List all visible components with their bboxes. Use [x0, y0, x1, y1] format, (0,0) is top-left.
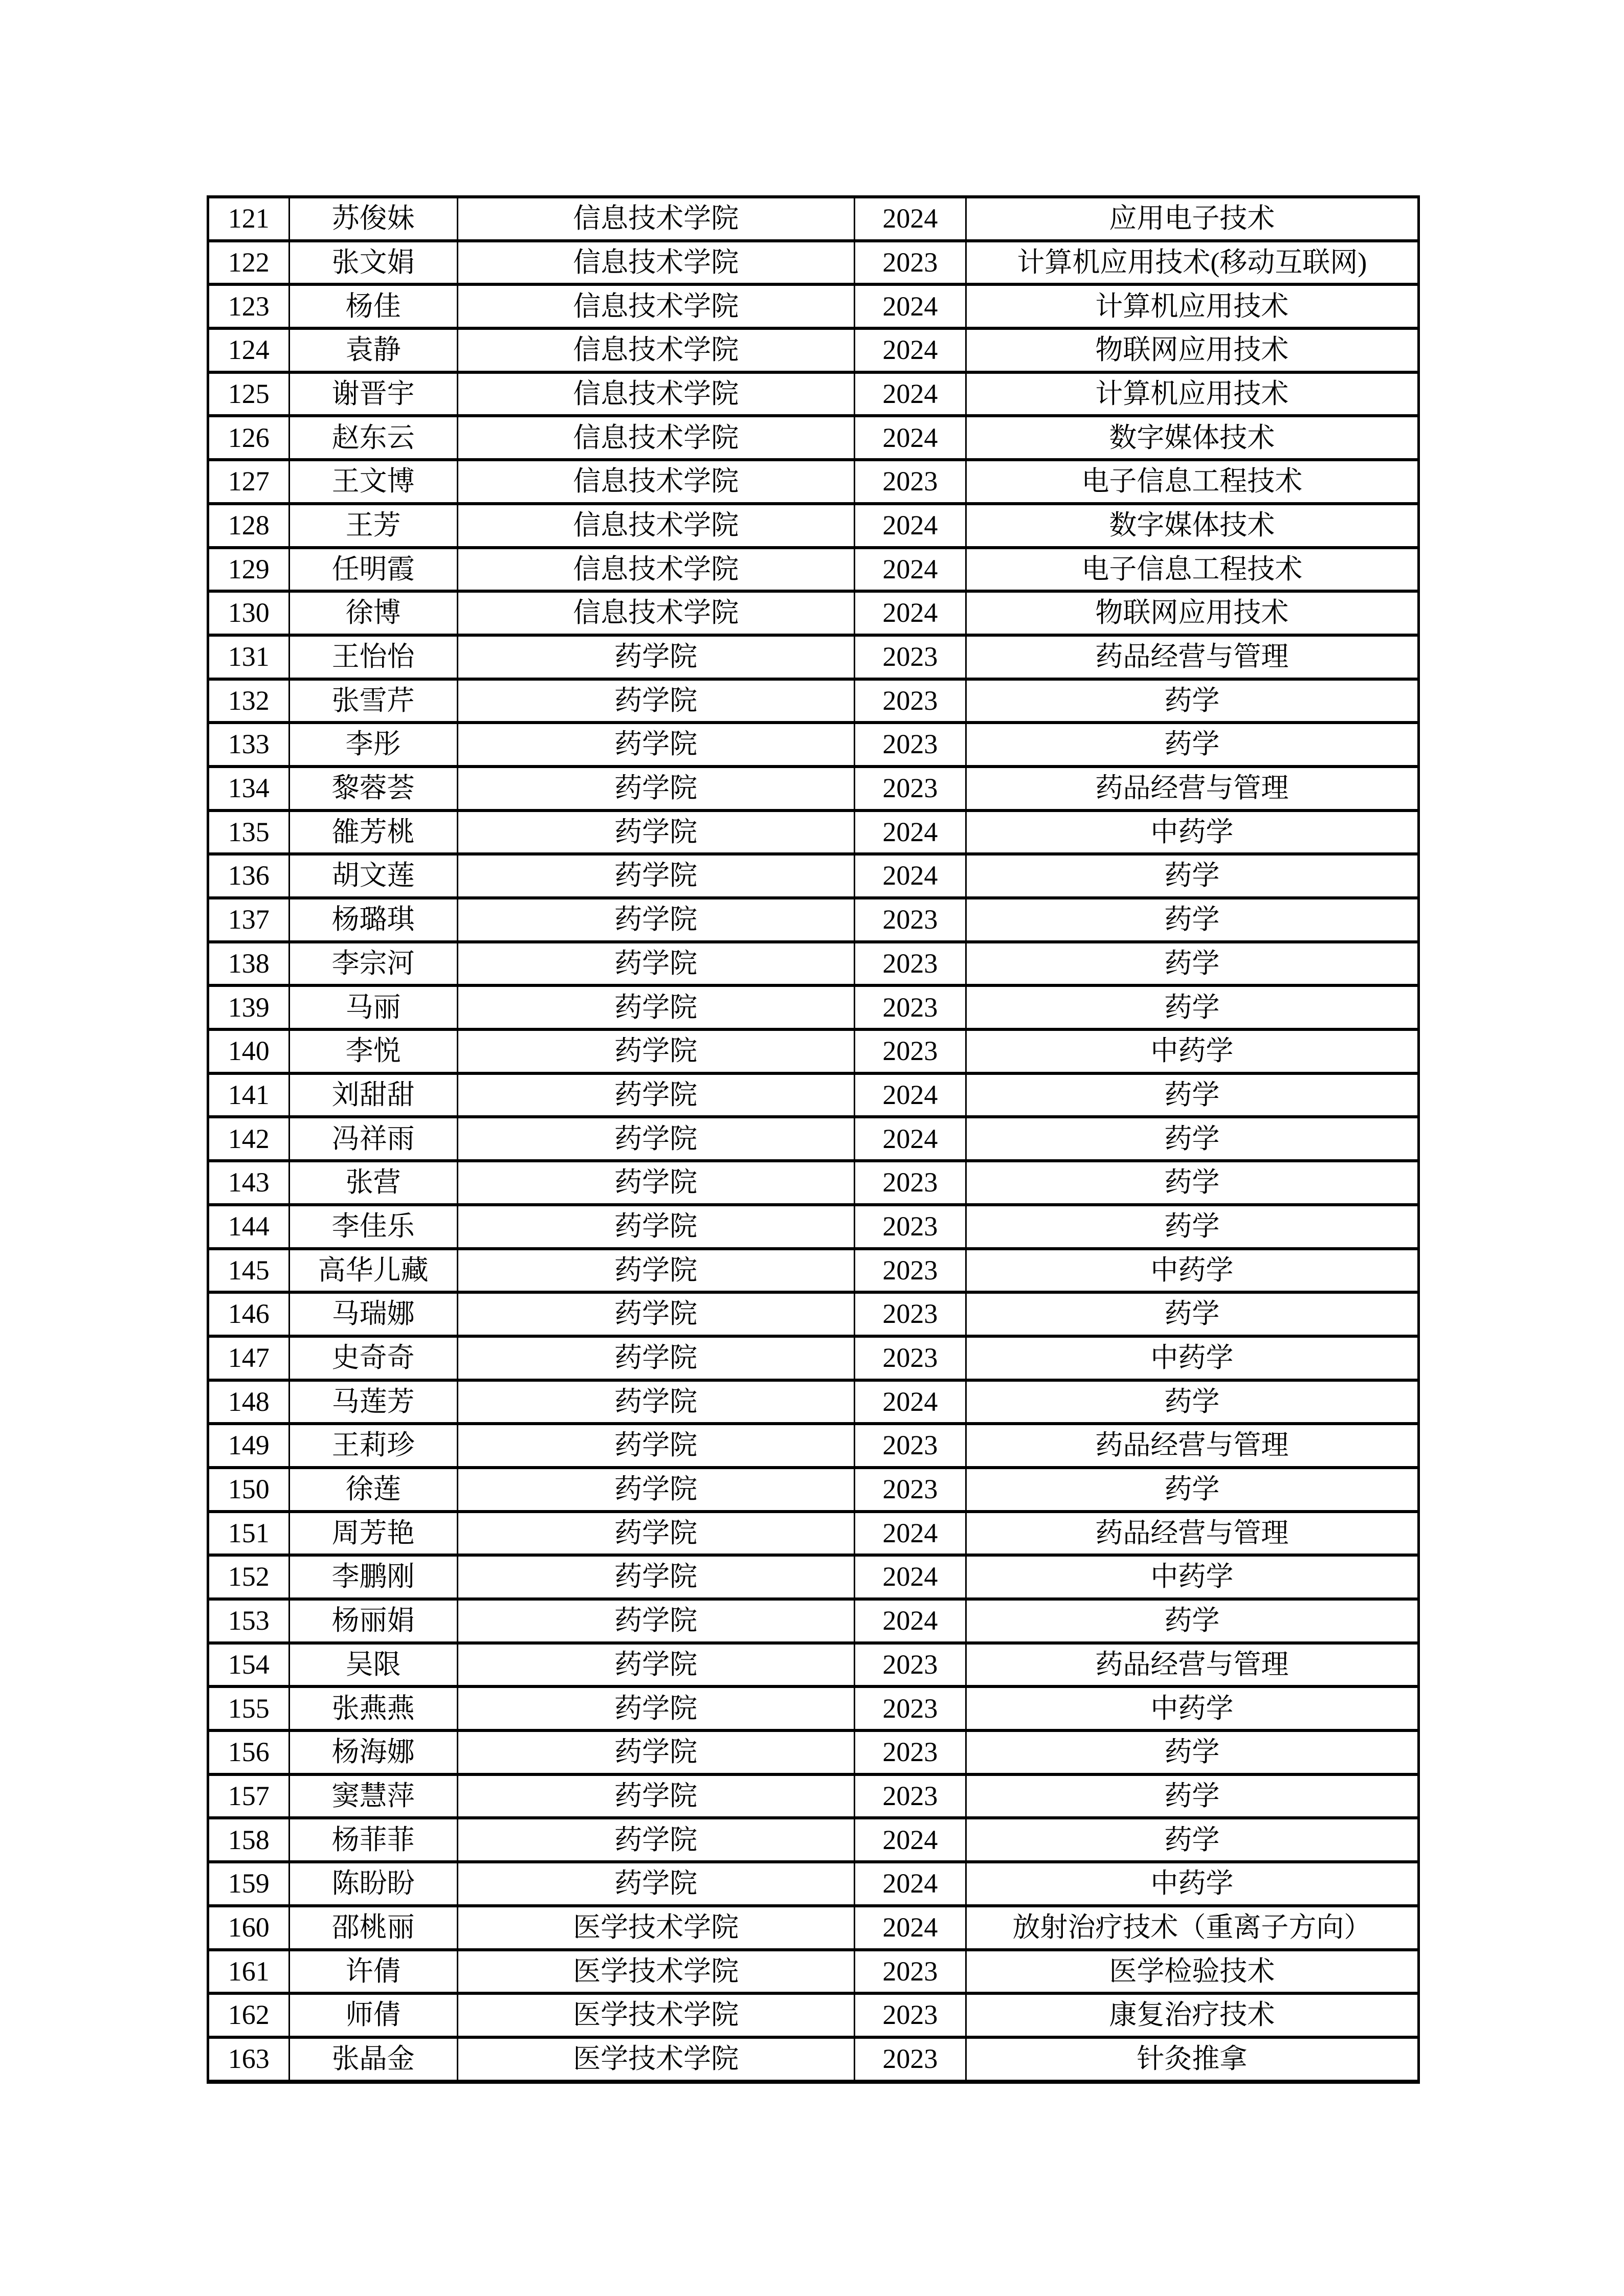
cell-grade: 2023	[854, 1730, 966, 1774]
cell-index: 159	[208, 1862, 290, 1906]
cell-index: 144	[208, 1205, 290, 1249]
cell-college: 医学技术学院	[457, 1993, 854, 2037]
cell-index: 157	[208, 1774, 290, 1818]
cell-grade: 2024	[854, 854, 966, 898]
cell-college: 药学院	[457, 985, 854, 1029]
cell-major: 中药学	[966, 1249, 1418, 1293]
cell-major: 医学检验技术	[966, 1950, 1418, 1994]
cell-grade: 2023	[854, 1249, 966, 1293]
table-row	[208, 985, 1419, 1029]
table-row	[208, 1336, 1419, 1380]
cell-grade: 2023	[854, 942, 966, 986]
cell-name: 李鹏刚	[289, 1555, 457, 1599]
cell-college: 信息技术学院	[457, 504, 854, 548]
cell-college: 信息技术学院	[457, 416, 854, 460]
cell-grade: 2024	[854, 1862, 966, 1906]
cell-grade: 2023	[854, 1643, 966, 1687]
table-row	[208, 1906, 1419, 1950]
table-row	[208, 197, 1419, 241]
cell-major: 数字媒体技术	[966, 416, 1418, 460]
cell-major: 药品经营与管理	[966, 1512, 1418, 1556]
cell-name: 周芳艳	[289, 1512, 457, 1556]
cell-college: 信息技术学院	[457, 328, 854, 372]
cell-grade: 2024	[854, 1555, 966, 1599]
cell-grade: 2023	[854, 723, 966, 767]
cell-grade: 2023	[854, 1336, 966, 1380]
cell-grade: 2024	[854, 1818, 966, 1862]
cell-index: 140	[208, 1029, 290, 1073]
cell-index: 134	[208, 767, 290, 811]
cell-index: 150	[208, 1468, 290, 1512]
cell-college: 医学技术学院	[457, 1906, 854, 1950]
cell-name: 杨丽娟	[289, 1599, 457, 1643]
table-row	[208, 1950, 1419, 1994]
cell-major: 药学	[966, 1380, 1418, 1424]
cell-grade: 2023	[854, 460, 966, 504]
cell-name: 张营	[289, 1161, 457, 1205]
cell-major: 中药学	[966, 811, 1418, 854]
cell-major: 计算机应用技术(移动互联网)	[966, 241, 1418, 285]
cell-college: 药学院	[457, 1818, 854, 1862]
cell-index: 128	[208, 504, 290, 548]
table-row	[208, 723, 1419, 767]
table-row	[208, 591, 1419, 635]
cell-college: 药学院	[457, 1117, 854, 1161]
cell-grade: 2023	[854, 1950, 966, 1994]
cell-index: 124	[208, 328, 290, 372]
cell-name: 李佳乐	[289, 1205, 457, 1249]
cell-college: 药学院	[457, 1249, 854, 1293]
cell-grade: 2024	[854, 1906, 966, 1950]
cell-name: 马丽	[289, 985, 457, 1029]
cell-grade: 2023	[854, 1292, 966, 1336]
cell-college: 药学院	[457, 1730, 854, 1774]
cell-index: 143	[208, 1161, 290, 1205]
table-row	[208, 460, 1419, 504]
cell-college: 药学院	[457, 1029, 854, 1073]
cell-grade: 2024	[854, 548, 966, 592]
table-row	[208, 1555, 1419, 1599]
cell-name: 窦慧萍	[289, 1774, 457, 1818]
cell-index: 162	[208, 1993, 290, 2037]
cell-major: 药学	[966, 679, 1418, 723]
cell-college: 信息技术学院	[457, 241, 854, 285]
cell-major: 药学	[966, 723, 1418, 767]
table-row	[208, 1468, 1419, 1512]
cell-grade: 2024	[854, 1117, 966, 1161]
table-row	[208, 548, 1419, 592]
cell-name: 冯祥雨	[289, 1117, 457, 1161]
cell-college: 信息技术学院	[457, 591, 854, 635]
student-roster-body	[208, 197, 1419, 2082]
cell-grade: 2024	[854, 1599, 966, 1643]
cell-index: 138	[208, 942, 290, 986]
cell-grade: 2024	[854, 1380, 966, 1424]
cell-index: 142	[208, 1117, 290, 1161]
cell-name: 袁静	[289, 328, 457, 372]
student-roster-table	[207, 195, 1420, 2084]
cell-college: 药学院	[457, 1336, 854, 1380]
cell-name: 马莲芳	[289, 1380, 457, 1424]
cell-college: 药学院	[457, 1774, 854, 1818]
cell-name: 黎蓉荟	[289, 767, 457, 811]
cell-college: 药学院	[457, 1468, 854, 1512]
cell-name: 杨佳	[289, 284, 457, 328]
cell-index: 123	[208, 284, 290, 328]
table-row	[208, 1117, 1419, 1161]
cell-name: 徐博	[289, 591, 457, 635]
cell-major: 药学	[966, 898, 1418, 942]
cell-major: 电子信息工程技术	[966, 548, 1418, 592]
cell-grade: 2024	[854, 591, 966, 635]
table-row	[208, 854, 1419, 898]
table-row	[208, 1205, 1419, 1249]
cell-index: 155	[208, 1686, 290, 1730]
table-row	[208, 1686, 1419, 1730]
cell-index: 153	[208, 1599, 290, 1643]
cell-index: 163	[208, 2037, 290, 2082]
cell-major: 药学	[966, 1205, 1418, 1249]
cell-major: 药学	[966, 1730, 1418, 1774]
cell-name: 苏俊妹	[289, 197, 457, 241]
cell-name: 邵桃丽	[289, 1906, 457, 1950]
cell-major: 药学	[966, 1818, 1418, 1862]
table-row	[208, 504, 1419, 548]
cell-name: 高华儿藏	[289, 1249, 457, 1293]
cell-grade: 2024	[854, 504, 966, 548]
cell-college: 医学技术学院	[457, 2037, 854, 2082]
cell-grade: 2023	[854, 767, 966, 811]
cell-index: 129	[208, 548, 290, 592]
cell-college: 药学院	[457, 1686, 854, 1730]
cell-college: 信息技术学院	[457, 284, 854, 328]
cell-index: 156	[208, 1730, 290, 1774]
cell-major: 计算机应用技术	[966, 372, 1418, 416]
cell-grade: 2023	[854, 1161, 966, 1205]
table-row	[208, 811, 1419, 854]
cell-major: 药学	[966, 985, 1418, 1029]
cell-name: 李悦	[289, 1029, 457, 1073]
cell-college: 药学院	[457, 1862, 854, 1906]
cell-college: 药学院	[457, 679, 854, 723]
table-row	[208, 1643, 1419, 1687]
cell-name: 师倩	[289, 1993, 457, 2037]
table-row	[208, 328, 1419, 372]
table-row	[208, 942, 1419, 986]
cell-name: 王文博	[289, 460, 457, 504]
cell-name: 李彤	[289, 723, 457, 767]
cell-college: 药学院	[457, 1073, 854, 1117]
cell-grade: 2024	[854, 284, 966, 328]
cell-college: 药学院	[457, 635, 854, 679]
cell-major: 中药学	[966, 1862, 1418, 1906]
cell-major: 中药学	[966, 1336, 1418, 1380]
table-row	[208, 1424, 1419, 1468]
cell-major: 针灸推拿	[966, 2037, 1418, 2082]
cell-major: 药学	[966, 854, 1418, 898]
table-row	[208, 635, 1419, 679]
cell-major: 药品经营与管理	[966, 767, 1418, 811]
table-row	[208, 898, 1419, 942]
table-row	[208, 1599, 1419, 1643]
cell-grade: 2023	[854, 1468, 966, 1512]
cell-index: 135	[208, 811, 290, 854]
cell-index: 151	[208, 1512, 290, 1556]
cell-major: 药学	[966, 1161, 1418, 1205]
cell-grade: 2024	[854, 1512, 966, 1556]
cell-major: 药学	[966, 942, 1418, 986]
table-row	[208, 284, 1419, 328]
cell-index: 148	[208, 1380, 290, 1424]
cell-college: 药学院	[457, 1292, 854, 1336]
cell-major: 药学	[966, 1292, 1418, 1336]
cell-major: 放射治疗技术（重离子方向）	[966, 1906, 1418, 1950]
cell-index: 122	[208, 241, 290, 285]
cell-grade: 2023	[854, 1205, 966, 1249]
cell-college: 药学院	[457, 1205, 854, 1249]
cell-grade: 2023	[854, 679, 966, 723]
cell-college: 药学院	[457, 942, 854, 986]
cell-grade: 2023	[854, 2037, 966, 2082]
table-row	[208, 416, 1419, 460]
cell-name: 任明霞	[289, 548, 457, 592]
cell-college: 药学院	[457, 811, 854, 854]
cell-college: 信息技术学院	[457, 460, 854, 504]
cell-index: 154	[208, 1643, 290, 1687]
cell-major: 药品经营与管理	[966, 635, 1418, 679]
cell-major: 中药学	[966, 1555, 1418, 1599]
cell-index: 133	[208, 723, 290, 767]
cell-name: 张雪芹	[289, 679, 457, 723]
cell-index: 147	[208, 1336, 290, 1380]
cell-major: 药学	[966, 1073, 1418, 1117]
cell-college: 药学院	[457, 1599, 854, 1643]
cell-name: 王莉珍	[289, 1424, 457, 1468]
cell-major: 物联网应用技术	[966, 328, 1418, 372]
cell-major: 药学	[966, 1468, 1418, 1512]
cell-grade: 2024	[854, 328, 966, 372]
cell-grade: 2023	[854, 635, 966, 679]
cell-major: 电子信息工程技术	[966, 460, 1418, 504]
cell-college: 药学院	[457, 854, 854, 898]
table-row	[208, 1730, 1419, 1774]
table-row	[208, 1774, 1419, 1818]
cell-index: 160	[208, 1906, 290, 1950]
cell-name: 李宗河	[289, 942, 457, 986]
cell-college: 医学技术学院	[457, 1950, 854, 1994]
table-row	[208, 1380, 1419, 1424]
cell-index: 161	[208, 1950, 290, 1994]
table-row	[208, 679, 1419, 723]
cell-grade: 2024	[854, 811, 966, 854]
cell-name: 杨璐琪	[289, 898, 457, 942]
cell-major: 中药学	[966, 1686, 1418, 1730]
cell-index: 158	[208, 1818, 290, 1862]
cell-college: 药学院	[457, 1555, 854, 1599]
cell-grade: 2023	[854, 1029, 966, 1073]
cell-major: 药品经营与管理	[966, 1424, 1418, 1468]
cell-index: 139	[208, 985, 290, 1029]
cell-grade: 2023	[854, 985, 966, 1029]
cell-name: 王怡怡	[289, 635, 457, 679]
cell-college: 信息技术学院	[457, 372, 854, 416]
cell-name: 许倩	[289, 1950, 457, 1994]
cell-college: 药学院	[457, 1512, 854, 1556]
cell-major: 计算机应用技术	[966, 284, 1418, 328]
cell-name: 王芳	[289, 504, 457, 548]
table-row	[208, 767, 1419, 811]
cell-college: 药学院	[457, 767, 854, 811]
cell-index: 137	[208, 898, 290, 942]
cell-college: 药学院	[457, 1380, 854, 1424]
cell-name: 谢晋宇	[289, 372, 457, 416]
cell-index: 145	[208, 1249, 290, 1293]
cell-grade: 2024	[854, 1073, 966, 1117]
cell-major: 药学	[966, 1599, 1418, 1643]
cell-name: 史奇奇	[289, 1336, 457, 1380]
cell-index: 125	[208, 372, 290, 416]
cell-index: 130	[208, 591, 290, 635]
cell-major: 中药学	[966, 1029, 1418, 1073]
table-row	[208, 1073, 1419, 1117]
cell-college: 药学院	[457, 1643, 854, 1687]
cell-index: 146	[208, 1292, 290, 1336]
table-row	[208, 1161, 1419, 1205]
table-row	[208, 1249, 1419, 1293]
cell-grade: 2023	[854, 898, 966, 942]
cell-college: 药学院	[457, 723, 854, 767]
table-row	[208, 241, 1419, 285]
cell-name: 杨菲菲	[289, 1818, 457, 1862]
cell-index: 136	[208, 854, 290, 898]
cell-grade: 2024	[854, 416, 966, 460]
cell-name: 刘甜甜	[289, 1073, 457, 1117]
cell-grade: 2023	[854, 1993, 966, 2037]
cell-major: 药学	[966, 1117, 1418, 1161]
table-row	[208, 372, 1419, 416]
cell-index: 126	[208, 416, 290, 460]
cell-name: 雒芳桃	[289, 811, 457, 854]
table-row	[208, 1993, 1419, 2037]
table-row	[208, 2037, 1419, 2082]
cell-grade: 2023	[854, 1424, 966, 1468]
cell-grade: 2023	[854, 1686, 966, 1730]
cell-college: 药学院	[457, 1161, 854, 1205]
cell-name: 赵东云	[289, 416, 457, 460]
table-row	[208, 1029, 1419, 1073]
cell-college: 信息技术学院	[457, 197, 854, 241]
cell-name: 杨海娜	[289, 1730, 457, 1774]
cell-index: 152	[208, 1555, 290, 1599]
cell-name: 陈盼盼	[289, 1862, 457, 1906]
table-row	[208, 1818, 1419, 1862]
cell-index: 141	[208, 1073, 290, 1117]
cell-major: 应用电子技术	[966, 197, 1418, 241]
cell-college: 药学院	[457, 1424, 854, 1468]
cell-index: 131	[208, 635, 290, 679]
cell-name: 马瑞娜	[289, 1292, 457, 1336]
cell-grade: 2023	[854, 241, 966, 285]
cell-grade: 2023	[854, 1774, 966, 1818]
table-row	[208, 1292, 1419, 1336]
cell-college: 药学院	[457, 898, 854, 942]
cell-name: 胡文莲	[289, 854, 457, 898]
cell-index: 149	[208, 1424, 290, 1468]
cell-index: 127	[208, 460, 290, 504]
cell-name: 张文娟	[289, 241, 457, 285]
cell-index: 121	[208, 197, 290, 241]
cell-grade: 2024	[854, 372, 966, 416]
cell-index: 132	[208, 679, 290, 723]
cell-major: 数字媒体技术	[966, 504, 1418, 548]
cell-name: 吴限	[289, 1643, 457, 1687]
table-row	[208, 1512, 1419, 1556]
cell-major: 物联网应用技术	[966, 591, 1418, 635]
cell-major: 药品经营与管理	[966, 1643, 1418, 1687]
cell-name: 张燕燕	[289, 1686, 457, 1730]
cell-major: 康复治疗技术	[966, 1993, 1418, 2037]
cell-major: 药学	[966, 1774, 1418, 1818]
table-row	[208, 1862, 1419, 1906]
cell-grade: 2024	[854, 197, 966, 241]
cell-name: 徐莲	[289, 1468, 457, 1512]
cell-name: 张晶金	[289, 2037, 457, 2082]
cell-college: 信息技术学院	[457, 548, 854, 592]
